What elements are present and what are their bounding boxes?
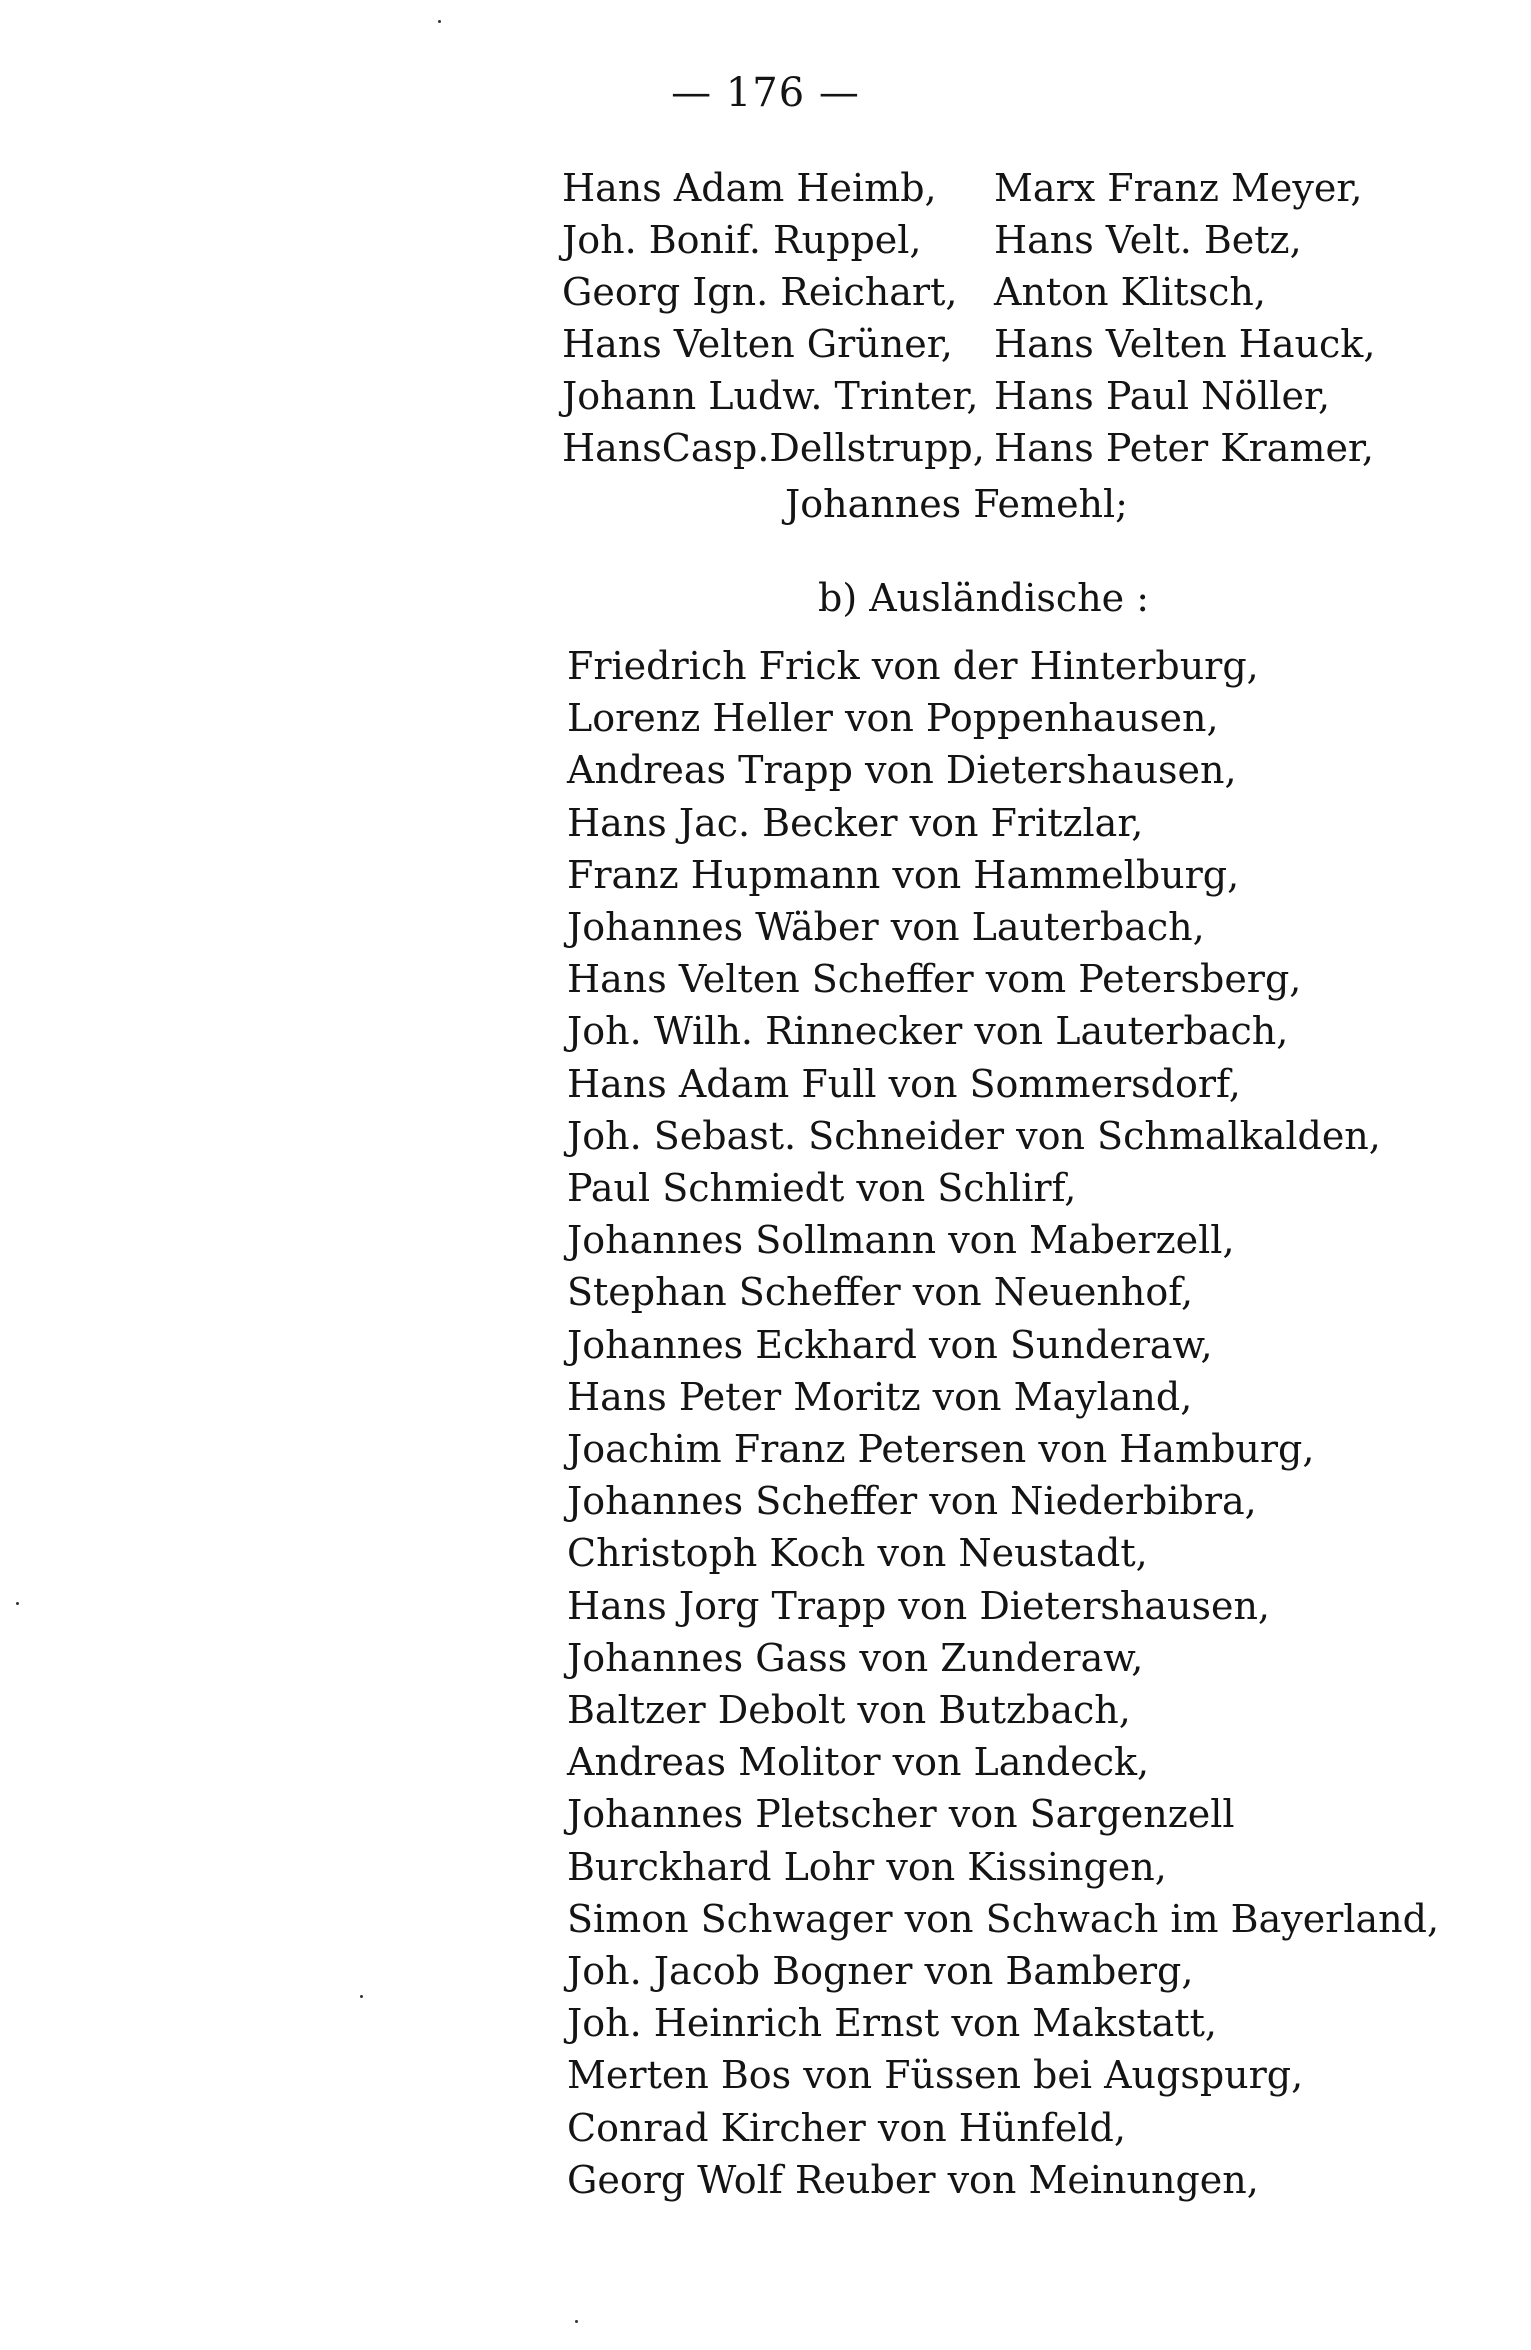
list-item: Hans Jac. Becker von Fritzlar, bbox=[567, 800, 1144, 845]
list-item: Simon Schwager von Schwach im Bayerland, bbox=[567, 1896, 1440, 1941]
section-heading: b) Ausländische : bbox=[818, 576, 1150, 620]
list-item: Joh. Heinrich Ernst von Makstatt, bbox=[567, 2001, 1217, 2046]
left-column-name: Hans Velten Grüner, bbox=[562, 322, 953, 366]
list-item: Paul Schmiedt von Schlirf, bbox=[567, 1166, 1077, 1211]
list-item: Conrad Kircher von Hünfeld, bbox=[567, 2105, 1126, 2150]
two-column-name-list bbox=[562, 162, 1462, 474]
list-item: Johannes Sollmann von Maberzell, bbox=[567, 1218, 1235, 1263]
print-speck bbox=[360, 1995, 363, 1998]
list-item: Hans Adam Full von Sommersdorf, bbox=[567, 1061, 1241, 1106]
print-speck bbox=[16, 1602, 19, 1605]
list-item: Georg Wolf Reuber von Meinungen, bbox=[567, 2157, 1259, 2202]
closing-name-line: Johannes Femehl; bbox=[785, 482, 1128, 526]
list-item: Hans Peter Moritz von Mayland, bbox=[567, 1374, 1193, 1419]
list-item: Friedrich Frick von der Hinterburg, bbox=[567, 644, 1259, 688]
right-column-name: Hans Velten Hauck, bbox=[994, 322, 1376, 366]
list-item: Lorenz Heller von Poppenhausen, bbox=[567, 696, 1219, 741]
right-column-name: Hans Velt. Betz, bbox=[994, 218, 1302, 262]
list-item: Stephan Scheffer von Neuenhof, bbox=[567, 1270, 1194, 1315]
right-column-name: Marx Franz Meyer, bbox=[994, 166, 1363, 210]
list-item: Johannes Eckhard von Sunderaw, bbox=[567, 1322, 1213, 1367]
right-column-name: Hans Peter Kramer, bbox=[994, 426, 1374, 470]
print-speck bbox=[438, 20, 441, 23]
left-column-name: Joh. Bonif. Ruppel, bbox=[562, 218, 922, 262]
list-item: Johannes Gass von Zunderaw, bbox=[567, 1635, 1144, 1680]
left-column-name: Johann Ludw. Trinter, bbox=[562, 374, 979, 418]
list-item: Andreas Molitor von Landeck, bbox=[567, 1740, 1150, 1785]
list-item: Johannes Scheffer von Niederbibra, bbox=[567, 1479, 1257, 1524]
list-item: Hans Velten Scheffer vom Petersberg, bbox=[567, 957, 1302, 1002]
list-item: Christoph Koch von Neustadt, bbox=[567, 1531, 1148, 1576]
foreign-name-list bbox=[567, 640, 1467, 2206]
list-item: Hans Jorg Trapp von Dietershausen, bbox=[567, 1583, 1270, 1628]
list-item: Andreas Trapp von Dietershausen, bbox=[567, 748, 1237, 793]
list-item: Baltzer Debolt von Butzbach, bbox=[567, 1688, 1131, 1733]
right-column-name: Anton Klitsch, bbox=[994, 270, 1266, 314]
list-item: Johannes Pletscher von Sargenzell bbox=[567, 1792, 1235, 1837]
list-item: Joh. Wilh. Rinnecker von Lauterbach, bbox=[567, 1009, 1289, 1054]
list-item: Franz Hupmann von Hammelburg, bbox=[567, 852, 1240, 897]
left-column-name: HansCasp.Dellstrupp, bbox=[562, 426, 985, 470]
print-speck bbox=[575, 2320, 578, 2323]
page-number: — 176 — bbox=[671, 70, 860, 116]
list-item: Burckhard Lohr von Kissingen, bbox=[567, 1844, 1167, 1889]
list-item: Joachim Franz Petersen von Hamburg, bbox=[567, 1427, 1315, 1472]
left-column-name: Georg Ign. Reichart, bbox=[562, 270, 958, 314]
left-column-name: Hans Adam Heimb, bbox=[562, 166, 937, 210]
list-item: Merten Bos von Füssen bei Augspurg, bbox=[567, 2053, 1304, 2098]
list-item: Joh. Sebast. Schneider von Schmalkalden, bbox=[567, 1113, 1381, 1158]
right-column-name: Hans Paul Nöller, bbox=[994, 374, 1331, 418]
list-item: Johannes Wäber von Lauterbach, bbox=[567, 905, 1205, 950]
list-item: Joh. Jacob Bogner von Bamberg, bbox=[567, 1949, 1194, 1994]
